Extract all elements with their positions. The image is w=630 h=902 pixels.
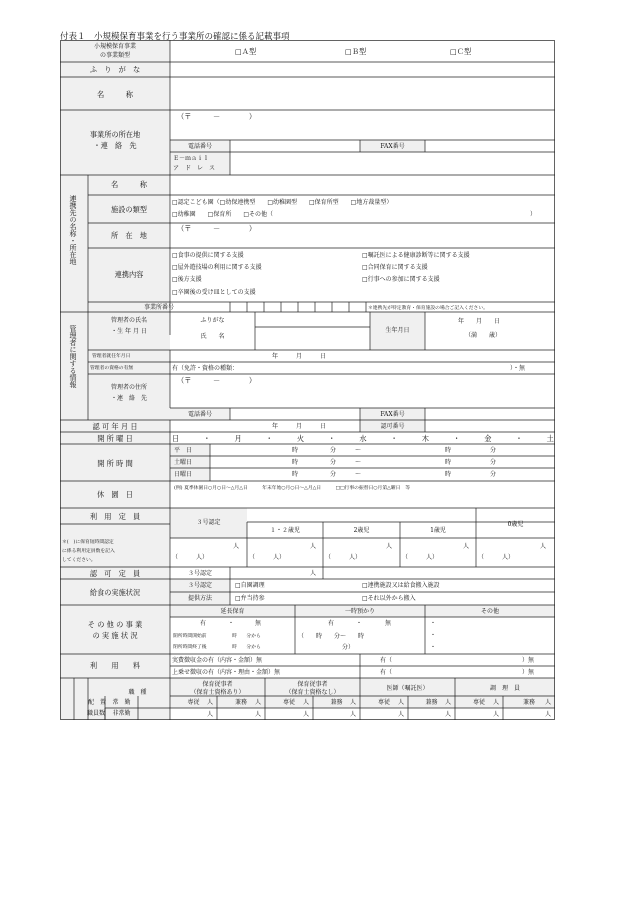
cap-age2-paren[interactable]: （ 人） [325, 554, 362, 561]
staff-col1-line2: （保育士資格あり） [190, 689, 245, 696]
other-temporary: 一時預かり [344, 608, 375, 615]
staff-nin[interactable]: 人 [350, 699, 357, 706]
staff-nin[interactable]: 人 [445, 699, 452, 706]
staff-hijokin: 非常勤 [112, 710, 131, 717]
staff-col3: 医師（嘱託医） [386, 685, 429, 692]
staff-kenmu-1: 兼務 [234, 699, 247, 706]
other-extended: 延長保育 [220, 608, 245, 615]
capacity-label: 利 用 定 員 [89, 512, 141, 521]
staff-senju-1: 専従 [187, 699, 200, 706]
hours-sunday-fun: 分 [330, 471, 337, 478]
staff-shokuinsu: 職員数 [86, 710, 105, 717]
staff-nin[interactable]: 人 [545, 699, 552, 706]
cap-age1-paren[interactable]: （ 人） [402, 554, 439, 561]
hours-weekday-label: 平 日 [174, 447, 193, 454]
staff-nin[interactable]: 人 [398, 699, 405, 706]
day-sep: ・ [328, 434, 336, 443]
address-label-line2: ・連 絡 先 [93, 141, 137, 150]
day-fri[interactable]: 金 [484, 434, 492, 443]
staff-col4: 調 理 員 [489, 685, 520, 692]
cap-age0-paren[interactable]: （ 人） [478, 554, 515, 561]
staff-nin[interactable]: 人 [303, 699, 310, 706]
content-option-graduates[interactable]: □卒園後の受け皿としての支援 [172, 289, 256, 296]
manager-age[interactable]: （満 歳） [465, 332, 502, 339]
staff-nin[interactable]: 人 [445, 711, 452, 718]
facility-kind-close: ） [530, 211, 537, 218]
capacity-note-1: ＊( )に保育短時間認定 [62, 540, 114, 545]
staff-jokin: 常 勤 [112, 699, 131, 706]
extended-end: 閉所時間終了後 [173, 645, 207, 650]
staff-nin[interactable]: 人 [398, 711, 405, 718]
fee-label: 利 用 料 [89, 661, 141, 670]
cap-nintei3-nin[interactable]: 人 [233, 543, 240, 550]
temporary-time-line2[interactable]: 分） [342, 644, 355, 651]
content-option-meal[interactable]: □食事の提供に関する支援 [172, 252, 244, 259]
staff-nin[interactable]: 人 [207, 711, 214, 718]
manager-qual-value[interactable]: 有（免許・資格の種類： [172, 365, 239, 372]
hours-sunday-label: 日曜日 [174, 471, 193, 478]
meal-label: 給食の実施状況 [89, 588, 141, 597]
temporary-mu[interactable]: 無 [385, 620, 392, 627]
other-label-line2: の 実 施 状 況 [92, 631, 138, 640]
staff-nin[interactable]: 人 [493, 699, 500, 706]
manager-birth-label: 生年月日 [385, 327, 410, 334]
cap-age12-paren[interactable]: （ 人） [249, 554, 286, 561]
staff-kenmu-4: 兼務 [522, 699, 535, 706]
manager-tel-label: 電話番号 [187, 411, 212, 418]
extended-start: 開所時間開始前 [173, 634, 207, 639]
others-bullet-2: ・ [430, 632, 437, 639]
capacity-note-3: してください。 [62, 558, 96, 563]
hours-saturday-kara: 〜 [355, 459, 362, 466]
day-wed[interactable]: 水 [359, 434, 367, 443]
staff-senju-4: 専従 [472, 699, 485, 706]
manager-fax-label: FAX番号 [380, 411, 405, 418]
fee-surcharge-yu[interactable]: 有（ [380, 669, 393, 676]
holiday-label: 休 園 日 [97, 490, 133, 499]
facility-content-label: 連携内容 [114, 270, 144, 279]
day-sun[interactable]: 日 [172, 434, 180, 443]
approval-date-label: 認 可 年 月 日 [92, 422, 138, 431]
staff-haichi: 配 置 [88, 699, 107, 706]
staff-senju-3: 専従 [377, 699, 390, 706]
staff-nin[interactable]: 人 [255, 699, 262, 706]
address-tel-label: 電話番号 [187, 143, 212, 150]
facility-postal[interactable]: （〒 － ） [177, 224, 257, 233]
manager-shimei-label: 氏 名 [200, 333, 225, 340]
hours-weekday-kara: 〜 [355, 447, 362, 454]
day-mon[interactable]: 月 [234, 434, 242, 443]
fee-surcharge-none[interactable]: ）無 [522, 669, 535, 676]
extended-yu[interactable]: 有 [200, 620, 207, 627]
staff-nin[interactable]: 人 [303, 711, 310, 718]
capacity-age2: 2歳児 [353, 527, 370, 534]
capacity-approved-nintei3: ３号認定 [187, 570, 212, 577]
extended-mu[interactable]: 無 [255, 620, 262, 627]
hours-sunday-kara: 〜 [355, 471, 362, 478]
facility-kind-line2[interactable]: □幼稚園 □保育所 □その他（ [172, 211, 274, 218]
address-label-line1: 事業所の所在地 [89, 130, 141, 139]
capacity-age0: 0歳児 [507, 521, 524, 528]
hours-sunday-ji2: 時 [445, 471, 452, 478]
manager-postal[interactable]: （〒 － ） [177, 376, 257, 385]
checkbox-type-b[interactable]: □Ｂ型 [345, 47, 367, 56]
day-sep: ・ [265, 434, 273, 443]
email-label-line2: ア ド レ ス [173, 165, 216, 172]
fee-actual-none[interactable]: ）無 [522, 657, 535, 664]
approval-number-label: 認可番号 [380, 423, 405, 430]
temporary-dot: ・ [356, 620, 363, 627]
office-number-note: ＊連携先が特定教育・保育施設の場合ご記入ください。 [368, 306, 488, 311]
manager-start-label: 管理者就任年月日 [92, 354, 131, 359]
facility-kind-label: 施設の類型 [111, 205, 147, 214]
manager-name-label-line1: 管理者の氏名 [110, 317, 147, 324]
staff-shokushu: 職 種 [128, 689, 147, 696]
hours-saturday-fun: 分 [330, 459, 337, 466]
meal-partner-delivery[interactable]: □連携施設又は給食搬入施設 [362, 582, 440, 589]
staff-nin[interactable]: 人 [255, 711, 262, 718]
holiday-example: (例) 夏季休園日○月○日～△月△日 年末年始○月○日～△月△日 □□行事の振替日○月第△曜日 等 [174, 486, 410, 491]
hours-weekday-fun2: 分 [490, 447, 497, 454]
staff-nin[interactable]: 人 [545, 711, 552, 718]
manager-birth-ymd[interactable]: 年 月 日 [458, 318, 501, 325]
manager-addr-label-line1: 管理者の住所 [110, 384, 147, 391]
staff-kenmu-3: 兼務 [425, 699, 438, 706]
day-sep: ・ [203, 434, 211, 443]
hours-saturday-fun2: 分 [490, 459, 497, 466]
form-caption: 付表１ 小規模保育事業を行う事業所の確認に係る記載事項 [60, 32, 290, 42]
day-sep: ・ [452, 434, 461, 443]
office-number-label: 事業所番号 [143, 304, 174, 311]
staff-col2-line1: 保育従事者 [297, 681, 328, 688]
staff-senju-2: 専従 [282, 699, 295, 706]
cap-age1-nin[interactable]: 人 [463, 543, 470, 550]
staff-kenmu-2: 兼務 [330, 699, 343, 706]
manager-addr-label-line2: ・連 絡 先 [110, 395, 147, 402]
name-label: 名 称 [97, 90, 133, 99]
hours-label: 開 所 時 間 [97, 459, 133, 468]
hours-saturday-label: 土曜日 [174, 459, 193, 466]
capacity-approved-nin[interactable]: 人 [310, 570, 317, 577]
cap-age2-nin[interactable]: 人 [386, 543, 393, 550]
meal-own-kitchen[interactable]: □自園調理 [235, 582, 265, 589]
content-option-events[interactable]: □行事への参加に関する支援 [362, 276, 440, 283]
staff-nin[interactable]: 人 [493, 711, 500, 718]
facility-kind-line1[interactable]: □認定こども園（□幼保連携型 □幼稚園型 □保育所型 □地方裁量型） [172, 199, 393, 206]
manager-side-label: 管理者に関する情報 [69, 325, 77, 388]
capacity-age12: １・２歳児 [269, 527, 300, 534]
facility-side-label: 連携先の名称・所在地 [69, 195, 77, 265]
hours-sunday-fun2: 分 [490, 471, 497, 478]
extended-dot: ・ [228, 620, 235, 627]
meal-row2-label: 提供方法 [187, 595, 212, 602]
type-label-line2: の事業類型 [99, 52, 130, 59]
capacity-age1: 1歳児 [430, 527, 446, 534]
content-option-joint-care[interactable]: □合同保育に関する支援 [362, 264, 428, 271]
hours-saturday-ji: 時 [292, 459, 299, 466]
cap-age12-nin[interactable]: 人 [310, 543, 317, 550]
open-days-label: 開 所 曜 日 [97, 434, 133, 443]
day-sep: ・ [515, 434, 523, 443]
registration-form [60, 40, 555, 720]
facility-name-label: 名 称 [111, 180, 147, 189]
checkbox-type-c[interactable]: □Ｃ型 [450, 47, 472, 56]
approval-date-value[interactable]: 年 月 日 [272, 423, 327, 430]
manager-furigana-label: ふりがな [200, 317, 225, 324]
day-thu[interactable]: 木 [421, 434, 429, 443]
checkbox-type-a[interactable]: □Ａ型 [235, 47, 257, 56]
meal-bento[interactable]: □弁当持参 [235, 595, 265, 602]
type-label-line1: 小規模保育事業 [93, 43, 136, 50]
manager-qual-none[interactable]: ）・無 [510, 365, 526, 372]
content-option-playground[interactable]: □屋外遊技場の利用に関する支援 [172, 264, 262, 271]
cap-age0-nin[interactable]: 人 [540, 543, 547, 550]
hours-weekday-ji: 時 [292, 447, 299, 454]
cap-nintei3-paren[interactable]: （ 人） [172, 554, 209, 561]
staff-nin[interactable]: 人 [207, 699, 214, 706]
facility-address-label: 所 在 地 [111, 231, 147, 240]
other-label-line1: そ の 他 の 事 業 [87, 620, 143, 629]
day-sep: ・ [390, 434, 398, 443]
address-fax-label: FAX番号 [380, 143, 405, 150]
meal-other-delivery[interactable]: □それ以外から搬入 [362, 595, 416, 602]
day-tue[interactable]: 火 [296, 434, 305, 443]
hours-sunday-ji: 時 [292, 471, 299, 478]
fee-actual-yu[interactable]: 有（ [380, 657, 393, 664]
hours-saturday-ji2: 時 [445, 459, 452, 466]
fee-actual-cost: 実費徴収金の有（内容・金額）無 [172, 657, 263, 664]
manager-start-value[interactable]: 年 月 日 [272, 353, 327, 360]
capacity-nintei3: ３号認定 [196, 519, 221, 526]
capacity-approved-label: 認 可 定 員 [89, 569, 141, 578]
content-option-doctor[interactable]: □嘱託医による健康診断等に関する支援 [362, 252, 470, 259]
furigana-label: ふ り が な [89, 65, 141, 74]
address-postal[interactable]: （〒 － ） [177, 112, 257, 121]
staff-nin[interactable]: 人 [350, 711, 357, 718]
content-option-backup[interactable]: □後方支援 [172, 276, 202, 283]
email-label-line1: Ｅ－ｍａｉｌ [173, 155, 210, 162]
temporary-yu[interactable]: 有 [328, 620, 335, 627]
hours-weekday-ji2: 時 [445, 447, 452, 454]
extended-end-time[interactable]: 時 分から [232, 645, 261, 650]
day-sat[interactable]: 土 [546, 434, 554, 443]
manager-qual-label: 管理者の資格の有無 [90, 366, 134, 371]
staff-col1-line1: 保育従事者 [202, 681, 233, 688]
others-bullet-1: ・ [430, 620, 437, 627]
fee-surcharge: 上乗せ徴収の有（内容・理由・金額）無 [172, 669, 281, 676]
hours-weekday-fun: 分 [330, 447, 337, 454]
temporary-time-line1[interactable]: （ 時 分～ 時 [298, 633, 365, 640]
capacity-note-2: に係る利用定員数を記入 [62, 549, 115, 554]
extended-start-time[interactable]: 時 分から [232, 634, 261, 639]
manager-name-label-line2: ・生 年 月 日 [111, 328, 147, 335]
meal-row1-label: ３号認定 [187, 582, 212, 589]
open-days-row [172, 434, 554, 443]
staff-col2-line2: （保育士資格なし） [285, 689, 340, 696]
other-others: その他 [480, 608, 499, 615]
others-bullet-3: ・ [430, 644, 437, 651]
